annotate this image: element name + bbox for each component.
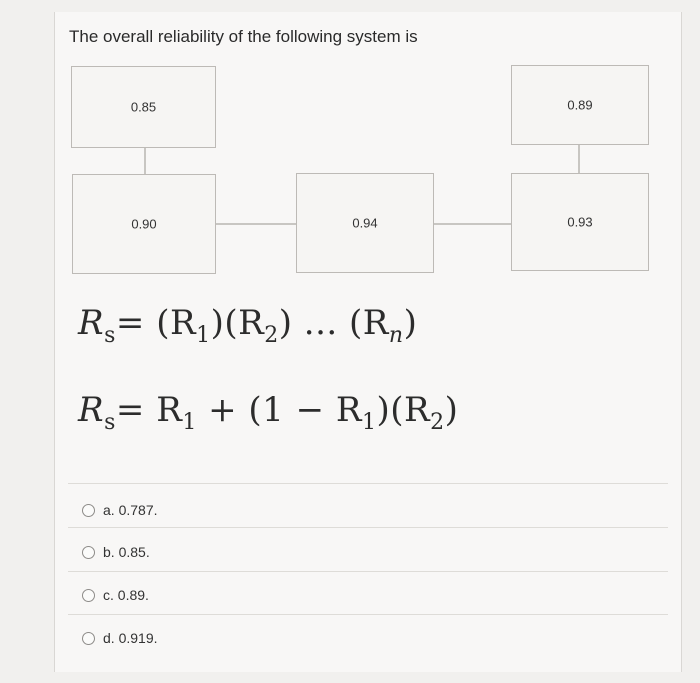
divider (68, 483, 668, 484)
reliability-block-0-94 (296, 173, 434, 273)
option-label: a. 0.787. (103, 502, 158, 518)
option-c[interactable] (82, 587, 149, 603)
option-label: c. 0.89. (103, 587, 149, 603)
block-value: 0.85 (130, 99, 157, 115)
formula-part: )(R (376, 390, 431, 430)
divider (68, 571, 668, 572)
formula-subscript: s (104, 322, 116, 348)
formula-subscript: 2 (430, 409, 445, 435)
formula-part: ) (444, 390, 459, 430)
divider (68, 527, 668, 528)
reliability-block-0-89 (511, 65, 649, 145)
series-formula (78, 303, 417, 348)
radio-icon[interactable] (82, 632, 95, 645)
reliability-block-0-93 (511, 173, 649, 271)
formula-part: ) ... (R (278, 303, 389, 343)
block-value: 0.90 (131, 216, 157, 232)
option-b[interactable] (82, 544, 150, 560)
formula-part: )(R (210, 303, 265, 343)
formula-subscript: 1 (182, 409, 197, 435)
formula-part: = R (115, 390, 183, 430)
radio-icon[interactable] (82, 504, 95, 517)
formula-subscript: 2 (264, 322, 279, 348)
block-value: 0.94 (352, 215, 378, 231)
connector-horizontal-right (434, 223, 512, 225)
option-d[interactable] (82, 630, 158, 646)
block-value: 0.89 (567, 97, 593, 113)
formula-subscript: s (104, 409, 116, 435)
formula-symbol: R (78, 303, 105, 343)
formula-symbol: R (78, 390, 105, 430)
option-label: b. 0.85. (103, 544, 150, 560)
option-a[interactable] (82, 502, 158, 518)
question-text: The overall reliability of the following system is (69, 27, 418, 46)
formula-subscript: 1 (362, 409, 377, 435)
radio-icon[interactable] (82, 546, 95, 559)
reliability-block-0-85 (71, 66, 216, 148)
formula-subscript: 1 (196, 322, 211, 348)
divider (68, 614, 668, 615)
formula-part: + (1 − R (196, 390, 363, 430)
connector-vertical-right (578, 145, 580, 173)
formula-part: ) (403, 303, 418, 343)
connector-horizontal-left (216, 223, 296, 225)
radio-icon[interactable] (82, 589, 95, 602)
block-value: 0.93 (567, 214, 593, 230)
reliability-block-0-90 (72, 174, 216, 274)
option-label: d. 0.919. (103, 630, 158, 646)
connector-vertical (144, 148, 146, 174)
parallel-formula (78, 390, 458, 435)
formula-part: = (R (115, 303, 197, 343)
formula-subscript: n (388, 322, 404, 348)
